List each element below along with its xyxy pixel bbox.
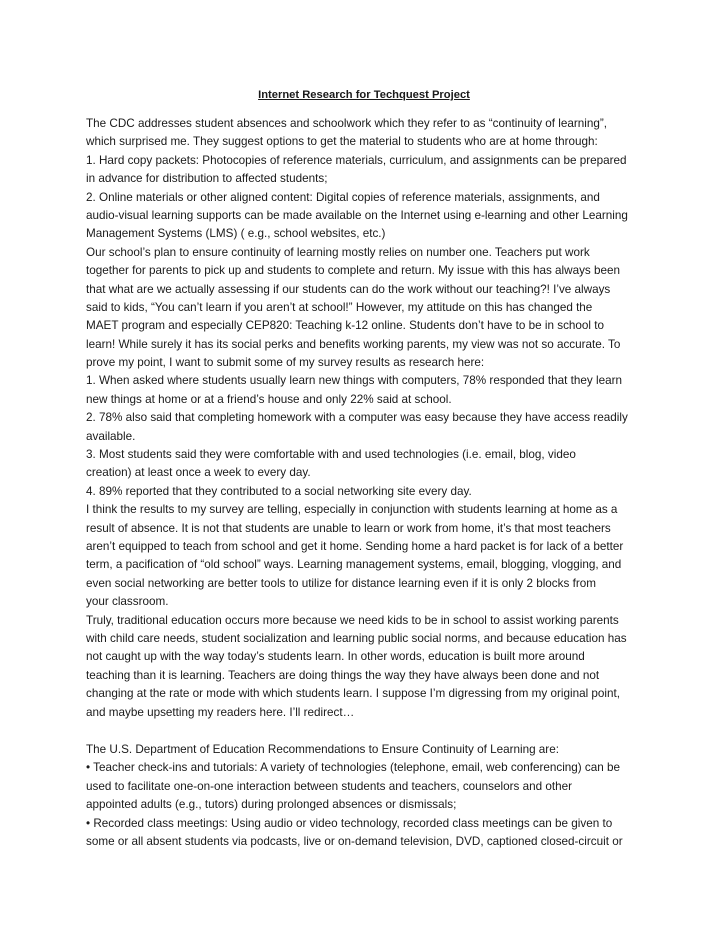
text-line: with child care needs, student socialization and learning public social norms, and because education has <box>86 631 627 645</box>
text-line: prove my point, I want to submit some of my survey results as research here: <box>86 356 485 370</box>
text-line: used to facilitate one-on-one interaction between students and teachers, counselors and other <box>86 779 572 793</box>
text-line: 4. 89% reported that they contributed to a social networking site every day. <box>86 484 472 498</box>
text-line: term, a pacification of “old school” ways. Learning management systems, email, blogging, vlogging, and <box>86 558 622 572</box>
text-line: aren’t equipped to teach from school and get it home. Sending home a hard packet is for lack of a better <box>86 539 624 553</box>
text-line: teaching than it is learning. Teachers are doing things the way they have always been done and not <box>86 668 600 682</box>
text-line: which surprised me. They suggest options to get the material to students who are at home through: <box>86 135 598 149</box>
text-line: audio-visual learning supports can be made available on the Internet using e-learning and other Learning <box>86 208 628 222</box>
text-line: 1. Hard copy packets: Photocopies of reference materials, curriculum, and assignments can be prepared <box>86 153 627 167</box>
text-line: changing at the rate or mode with which students learn. I suppose I’m digressing from my original point, <box>86 687 621 701</box>
text-line: The CDC addresses student absences and schoolwork which they refer to as “continuity of learning”, <box>86 117 608 130</box>
text-line: 3. Most students said they were comfortable with and used technologies (i.e. email, blog, video <box>86 448 576 462</box>
text-line: • Teacher check-ins and tutorials: A variety of technologies (telephone, email, web conferencing) can be <box>86 761 621 775</box>
text-line: some or all absent students via podcasts, live or on-demand television, DVD, captioned closed-circuit or <box>86 834 623 848</box>
text-line: that what are we actually assessing if our students can do the work without our teaching?! I’ve always <box>86 282 611 296</box>
text-line: The U.S. Department of Education Recommendations to Ensure Continuity of Learning are: <box>86 743 559 756</box>
text-line: Management Systems (LMS) ( e.g., school websites, etc.) <box>86 227 386 241</box>
text-line: I think the results to my survey are telling, especially in conjunction with students learning at home as a <box>86 503 618 517</box>
text-line: Our school’s plan to ensure continuity of learning mostly relies on number one. Teachers put work <box>86 245 590 259</box>
body-text-block-1 <box>86 115 656 722</box>
text-line: learn! While surely it has its social perks and benefits working parents, my view was not so accurate. To <box>86 337 621 351</box>
text-line: 1. When asked where students usually learn new things with computers, 78% responded that they learn <box>86 374 622 388</box>
text-line: 2. 78% also said that completing homework with a computer was easy because they have access readily <box>86 411 628 425</box>
text-line: even social networking are better tools to utilize for distance learning even if it is only 2 blocks from <box>86 576 596 590</box>
text-line: Truly, traditional education occurs more because we need kids to be in school to assist working parents <box>86 613 619 627</box>
text-line: creation) at least once a week to every day. <box>86 466 311 480</box>
text-line: your classroom. <box>86 595 169 609</box>
text-line: available. <box>86 429 136 443</box>
text-line: MAET program and especially CEP820: Teaching k-12 online. Students don’t have to be in school to <box>86 319 605 333</box>
text-line: appointed adults (e.g., tutors) during prolonged absences or dismissals; <box>86 798 457 812</box>
text-line: result of absence. It is not that students are unable to learn or work from home, it’s that most teachers <box>86 521 611 535</box>
text-line: said to kids, “You can’t learn if you aren’t at school!” However, my attitude on this has changed the <box>86 300 593 314</box>
text-line: not caught up with the way today’s students learn. In other words, education is built more around <box>86 650 585 664</box>
body-text-block-2 <box>86 741 656 851</box>
text-line: 2. Online materials or other aligned content: Digital copies of reference materials, assignments, and <box>86 190 600 204</box>
document-title: Internet Research for Techquest Project <box>258 89 470 101</box>
text-line: new things at home or at a friend’s house and only 22% said at school. <box>86 392 452 406</box>
text-line: in advance for distribution to affected students; <box>86 172 328 186</box>
text-line: together for parents to pick up and students to complete and return. My issue with this has always been <box>86 264 621 278</box>
text-line: and maybe upsetting my readers here. I’ll redirect… <box>86 705 355 719</box>
text-line: • Recorded class meetings: Using audio or video technology, recorded class meetings can be given to <box>86 816 613 830</box>
